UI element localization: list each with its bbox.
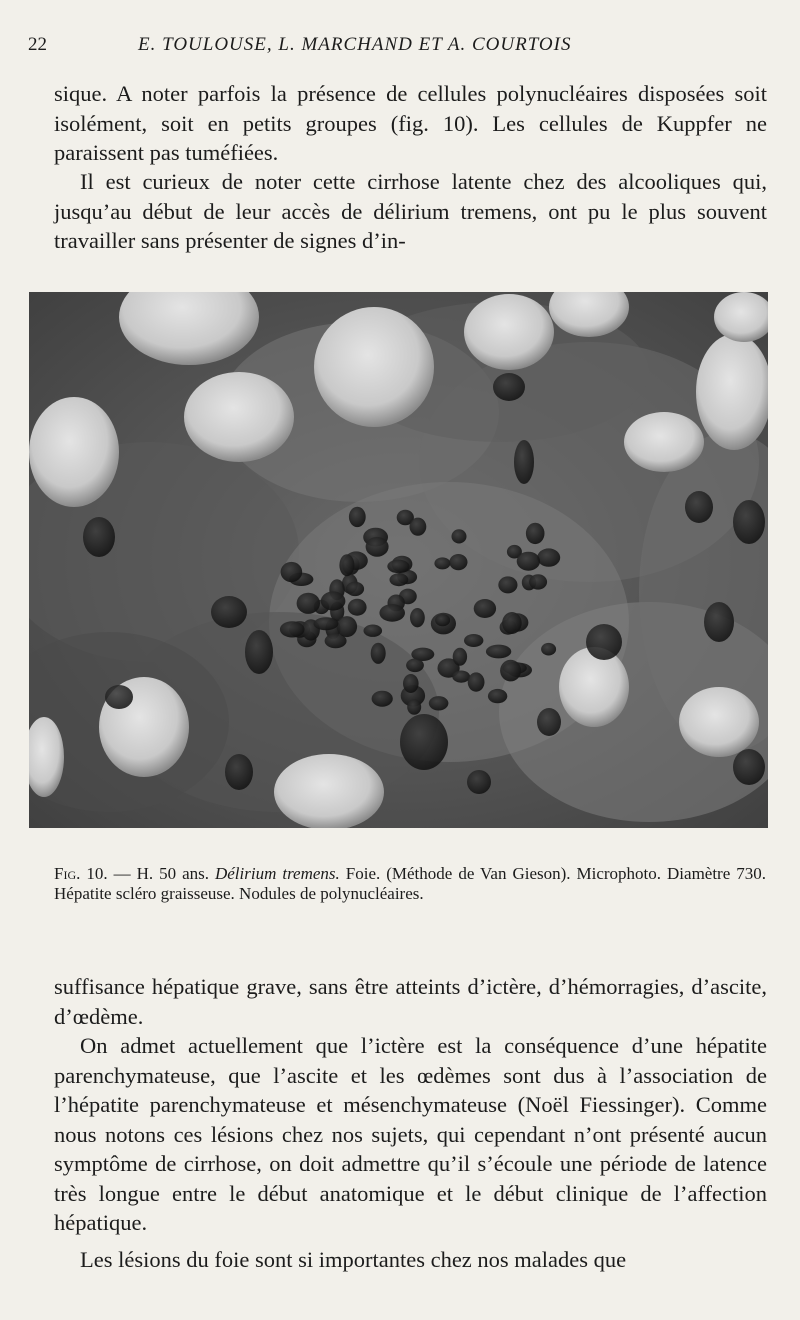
running-header <box>28 30 768 60</box>
caption-figure-number: Fig. 10. <box>54 864 108 883</box>
caption-italic: Délirium tremens. <box>214 864 340 883</box>
page-number: 22 <box>28 34 47 55</box>
paragraph-on-admet: On admet actuellement que l’ictère est la conséquence d’une hépatite parenchymateuse, que l’ascite et les œdèmes sont dus à l’association de l’hépatite parenchymateuse et mésenchymateuse (Noël Fiessinger). Comme nous notons ces lésions chez nos sujets, qui cependant n’ont présenté aucun symptôme de cirrhose, on doit admettre qu’il s’écoule une période de latence très longue entre le début anatomique et le début clinique de l’affection hépatique. <box>54 1033 767 1235</box>
paragraph-continued: sique. A noter parfois la présence de cellules polynucléaires disposées soit isolément, soit en petits groupes (fig. 10). Les cellules de Kuppfer ne paraissent pas tuméfiées. <box>54 81 767 165</box>
paragraph-cirrhose-latente: Il est curieux de noter cette cirrhose latente chez des alcooliques qui, jusqu’au début de leur accès de délirium tremens, ont pu le plus souvent travailler sans présenter de signes d’in- <box>54 169 767 253</box>
liver-micrograph-image <box>29 292 768 828</box>
paragraph-les-lesions: Les lésions du foie sont si importantes chez nos malades que <box>80 1247 627 1272</box>
paragraph-insuffisance: suffisance hépatique grave, sans être atteints d’ictère, d’hémorragies, d’ascite, d’œdème. <box>54 974 767 1029</box>
caption-text-2: Foie. (Méthode de Van Gieson). Microphoto. Diamètre 730. Hépatite scléro graisseuse. Nodules de polynucléaires. <box>54 864 766 903</box>
figure-caption <box>54 864 766 904</box>
running-title: E. TOULOUSE, L. MARCHAND ET A. COURTOIS <box>138 34 572 55</box>
caption-text-1: — H. 50 ans. <box>107 864 215 883</box>
micrograph-figure <box>29 292 768 828</box>
